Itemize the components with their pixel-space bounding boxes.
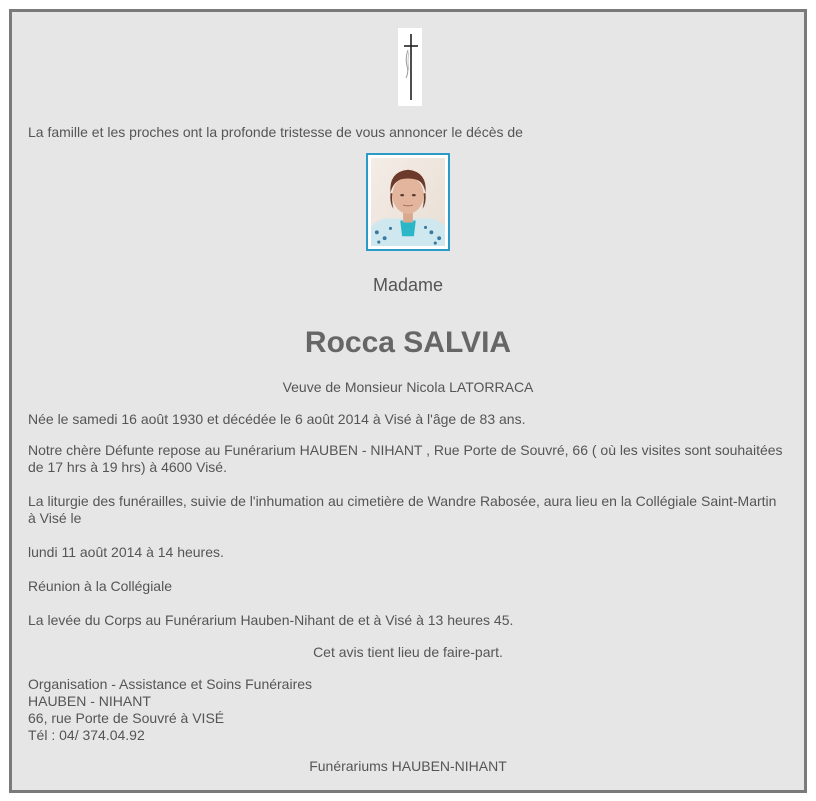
organisation-phone: Tél : 04/ 374.04.92	[28, 727, 145, 743]
organisation-name: HAUBEN - NIHANT	[28, 693, 151, 709]
intro-text: La famille et les proches ont la profonde tristesse de vous annoncer le décès de	[28, 124, 523, 140]
levee-paragraph: La levée du Corps au Funérarium Hauben-Nihant de et à Visé à 13 heures 45.	[28, 612, 514, 628]
meeting-place: Réunion à la Collégiale	[28, 578, 172, 594]
organisation-line: Organisation - Assistance et Soins Funéraires	[28, 676, 313, 692]
obituary-card	[9, 9, 807, 793]
repose-paragraph: Notre chère Défunte repose au Funérarium HAUBEN - NIHANT , Rue Porte de Souvré, 66 ( où les visites sont souhaitées de 17 hrs à 19 hrs) à 4600 Visé.	[28, 442, 783, 475]
honorific-title: Madame	[372, 275, 444, 295]
portrait-photo	[366, 153, 450, 251]
organisation-block	[28, 676, 312, 744]
deceased-name: Rocca SALVIA	[304, 326, 512, 359]
cross-emblem	[398, 28, 422, 106]
funeral-date: lundi 11 août 2014 à 14 heures.	[28, 544, 224, 560]
spouse-line: Veuve de Monsieur Nicola LATORRACA	[282, 379, 534, 395]
birth-death-paragraph: Née le samedi 16 août 1930 et décédée le 6 août 2014 à Visé à l'âge de 83 ans.	[28, 411, 526, 427]
liturgy-paragraph: La liturgie des funérailles, suivie de l'inhumation au cimetière de Wandre Rabosée, aura lieu en la Collégiale Saint-Martin à Visé le	[28, 493, 777, 526]
organisation-address: 66, rue Porte de Souvré à VISÉ	[28, 710, 225, 726]
footer-signature: Funérariums HAUBEN-NIHANT	[309, 758, 507, 774]
notice-statement: Cet avis tient lieu de faire-part.	[313, 644, 503, 660]
